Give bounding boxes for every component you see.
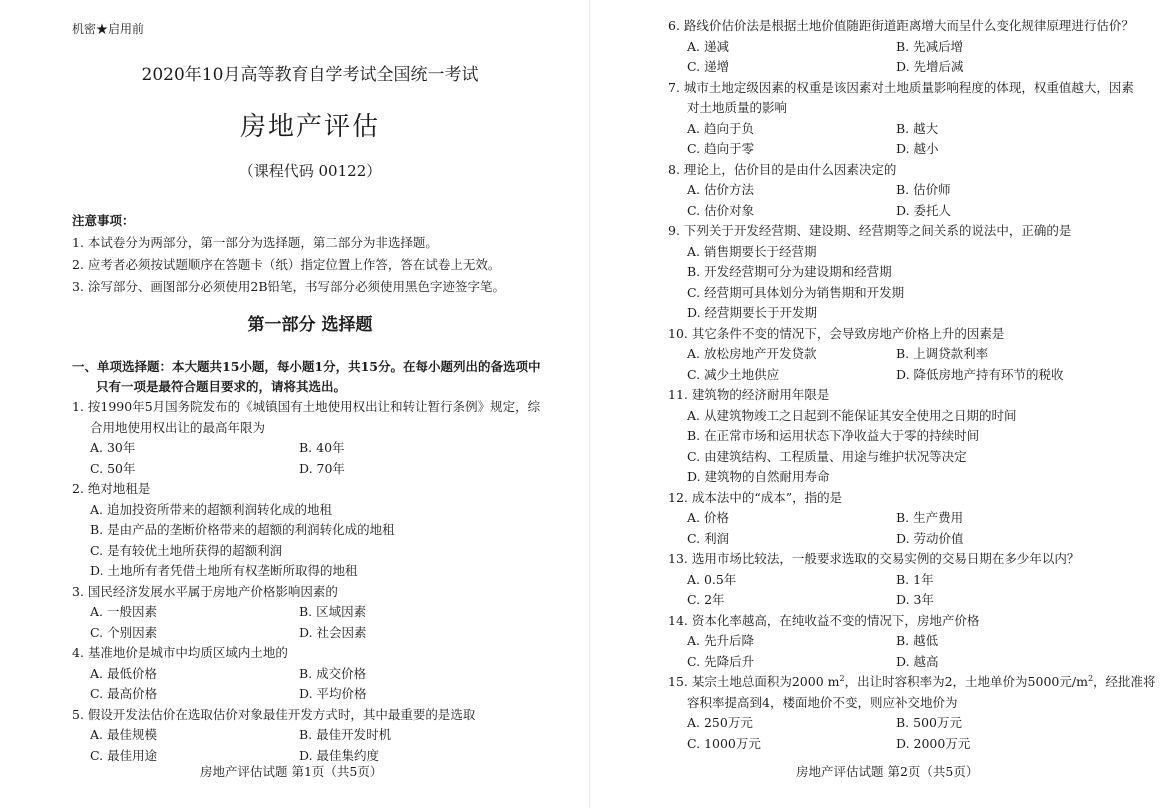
answer-option: A. 从建筑物竣工之日起到不能保证其安全使用之日期的时间	[687, 407, 1017, 423]
answer-option: B. 先减后增	[896, 38, 964, 54]
section-intro: 一、单项选择题：本大题共15小题，每小题1分，共15分。在每小题列出的备选项中	[72, 359, 541, 374]
answer-option: D. 越小	[896, 141, 939, 156]
answer-option: B. 500万元	[896, 715, 962, 730]
exam-title: 2020年10月高等教育自学考试全国统一考试	[141, 65, 479, 85]
answer-option: B. 是由产品的垄断价格带来的超额的利润转化成的地租	[90, 522, 395, 537]
answer-option: B. 区域因素	[299, 604, 367, 619]
notice-item: 2. 应考者必须按试题顺序在答题卡（纸）指定位置上作答，答在试卷上无效。	[72, 257, 501, 272]
page-footer: 房地产评估试题 第2页（共5页）	[796, 764, 979, 779]
answer-option: A. 放松房地产开发贷款	[687, 346, 817, 361]
answer-option: A. 0.5年	[687, 571, 737, 587]
answer-option: B. 越大	[896, 120, 939, 136]
answer-option: D. 经营期要长于开发期	[687, 305, 818, 320]
answer-option: D. 越高	[896, 653, 939, 669]
answer-option: B. 越低	[896, 633, 939, 648]
answer-option: D. 平均价格	[299, 686, 367, 701]
answer-option: A. 30年	[90, 440, 136, 455]
answer-option: C. 经营期可具体划分为销售期和开发期	[687, 284, 905, 300]
notice-item: 1. 本试卷分为两部分，第一部分为选择题，第二部分为非选择题。	[72, 235, 438, 250]
answer-option: A. 销售期要长于经营期	[687, 243, 817, 259]
answer-option: C. 由建筑结构、工程质量、用途与维护状况等决定	[687, 448, 967, 464]
answer-option: A. 估价方法	[687, 182, 754, 197]
answer-option: D. 70年	[299, 460, 345, 476]
answer-option: C. 2年	[687, 592, 725, 607]
page-footer: 房地产评估试题 第1页（共5页）	[200, 764, 383, 779]
question-stem: 8. 理论上，估价目的是由什么因素决定的	[668, 161, 897, 177]
answer-option: B. 在正常市场和运用状态下净收益大于零的持续时间	[687, 428, 980, 443]
question-stem: 6. 路线价估价法是根据土地价值随距街道距离增大而呈什么变化规律原理进行估价？	[668, 18, 1134, 33]
confidential-label: 机密★启用前	[72, 22, 145, 36]
answer-option: A. 先升后降	[687, 633, 754, 648]
answer-option: B. 估价师	[896, 182, 951, 197]
answer-option: A. 250万元	[687, 715, 753, 730]
answer-option: D. 土地所有者凭借土地所有权垄断所取得的地租	[90, 563, 358, 578]
answer-option: D. 降低房地产持有环节的税收	[896, 366, 1064, 382]
answer-option: B. 生产费用	[896, 510, 964, 525]
answer-option: D. 3年	[896, 592, 934, 607]
question-stem: 5. 假设开发法估价在选取估价对象最佳开发方式时，其中最重要的是选取	[72, 706, 476, 722]
question-stem: 4. 基准地价是城市中均质区域内土地的	[72, 645, 288, 660]
answer-option: C. 最佳用途	[90, 747, 158, 763]
notice-item: 3. 涂写部分、画图部分必须使用2B铅笔，书写部分必须使用黑色字迹签字笔。	[72, 279, 506, 294]
question-stem: 1. 按1990年5月国务院发布的《城镇国有土地使用权出让和转让暂行条例》规定，综	[72, 399, 541, 414]
question-stem: 7. 城市土地定级因素的权重是该因素对土地质量影响程度的体现，权重值越大，因素	[668, 79, 1134, 95]
answer-option: D. 委托人	[896, 202, 952, 218]
answer-option: C. 递增	[687, 59, 730, 74]
answer-option: D. 先增后减	[896, 59, 964, 74]
question-stem: 15. 某宗土地总面积为2000 $m^2$，出让时容积率为2，土地单价为5000元$/m^2$，经批准将	[668, 673, 1156, 689]
question-stem: 对土地质量的影响	[687, 100, 788, 115]
question-stem: 3. 国民经济发展水平属于房地产价格影响因素的	[72, 583, 338, 599]
answer-option: A. 一般因素	[90, 604, 157, 619]
answer-option: C. 利润	[687, 530, 730, 546]
answer-option: C. 趋向于零	[687, 141, 755, 156]
question-stem: 10. 其它条件不变的情况下，会导致房地产价格上升的因素是	[668, 325, 1005, 341]
answer-option: A. 价格	[687, 510, 729, 525]
answer-option: D. 2000万元	[896, 735, 971, 751]
answer-option: A. 最佳规模	[90, 727, 157, 742]
subject-title: 房地产评估	[239, 112, 380, 142]
answer-option: D. 建筑物的自然耐用寿命	[687, 469, 830, 484]
answer-option: C. 先降后升	[687, 653, 755, 669]
answer-option: A. 趋向于负	[687, 120, 754, 136]
question-stem: 9. 下列关于开发经营期、建设期、经营期等之间关系的说法中，正确的是	[668, 223, 1072, 238]
question-stem: 2. 绝对地租是	[72, 481, 151, 496]
answer-option: C. 是有较优土地所获得的超额利润	[90, 542, 283, 558]
answer-option: D. 社会因素	[299, 624, 367, 640]
answer-option: A. 最低价格	[90, 665, 157, 681]
answer-option: C. 最高价格	[90, 686, 158, 701]
answer-option: C. 减少土地供应	[687, 366, 780, 382]
question-stem: 11. 建筑物的经济耐用年限是	[668, 387, 830, 402]
section-intro: 只有一项是最符合题目要求的，请将其选出。	[96, 379, 347, 394]
answer-option: C. 估价对象	[687, 202, 755, 218]
answer-option: C. 1000万元	[687, 735, 761, 751]
answer-option: B. 开发经营期可分为建设期和经营期	[687, 264, 892, 279]
answer-option: B. 1年	[896, 571, 934, 587]
notice-title: 注意事项：	[72, 213, 135, 228]
question-stem: 合用地使用权出让的最高年限为	[90, 419, 266, 435]
question-stem: 容积率提高到4，楼面地价不变，则应补交地价为	[687, 694, 958, 710]
part-one-title: 第一部分 选择题	[247, 315, 373, 335]
course-code: （课程代码 00122）	[238, 162, 382, 180]
answer-option: C. 个别因素	[90, 624, 158, 640]
question-stem: 12. 成本法中的“成本”，指的是	[668, 489, 843, 505]
answer-option: D. 劳动价值	[896, 530, 964, 546]
answer-option: D. 最佳集约度	[299, 747, 380, 763]
question-stem: 13. 选用市场比较法，一般要求选取的交易实例的交易日期在多少年以内？	[668, 551, 1080, 566]
answer-option: B. 成交价格	[299, 665, 367, 681]
answer-option: B. 40年	[299, 440, 345, 455]
answer-option: A. 递减	[687, 38, 729, 54]
answer-option: B. 最佳开发时机	[299, 727, 392, 742]
question-stem: 14. 资本化率越高，在纯收益不变的情况下，房地产价格	[668, 612, 980, 628]
answer-option: A. 追加投资所带来的超额利润转化成的地租	[90, 501, 332, 517]
exam-page-2	[590, 0, 1160, 808]
answer-option: C. 50年	[90, 460, 136, 476]
answer-option: B. 上调贷款利率	[896, 346, 989, 361]
